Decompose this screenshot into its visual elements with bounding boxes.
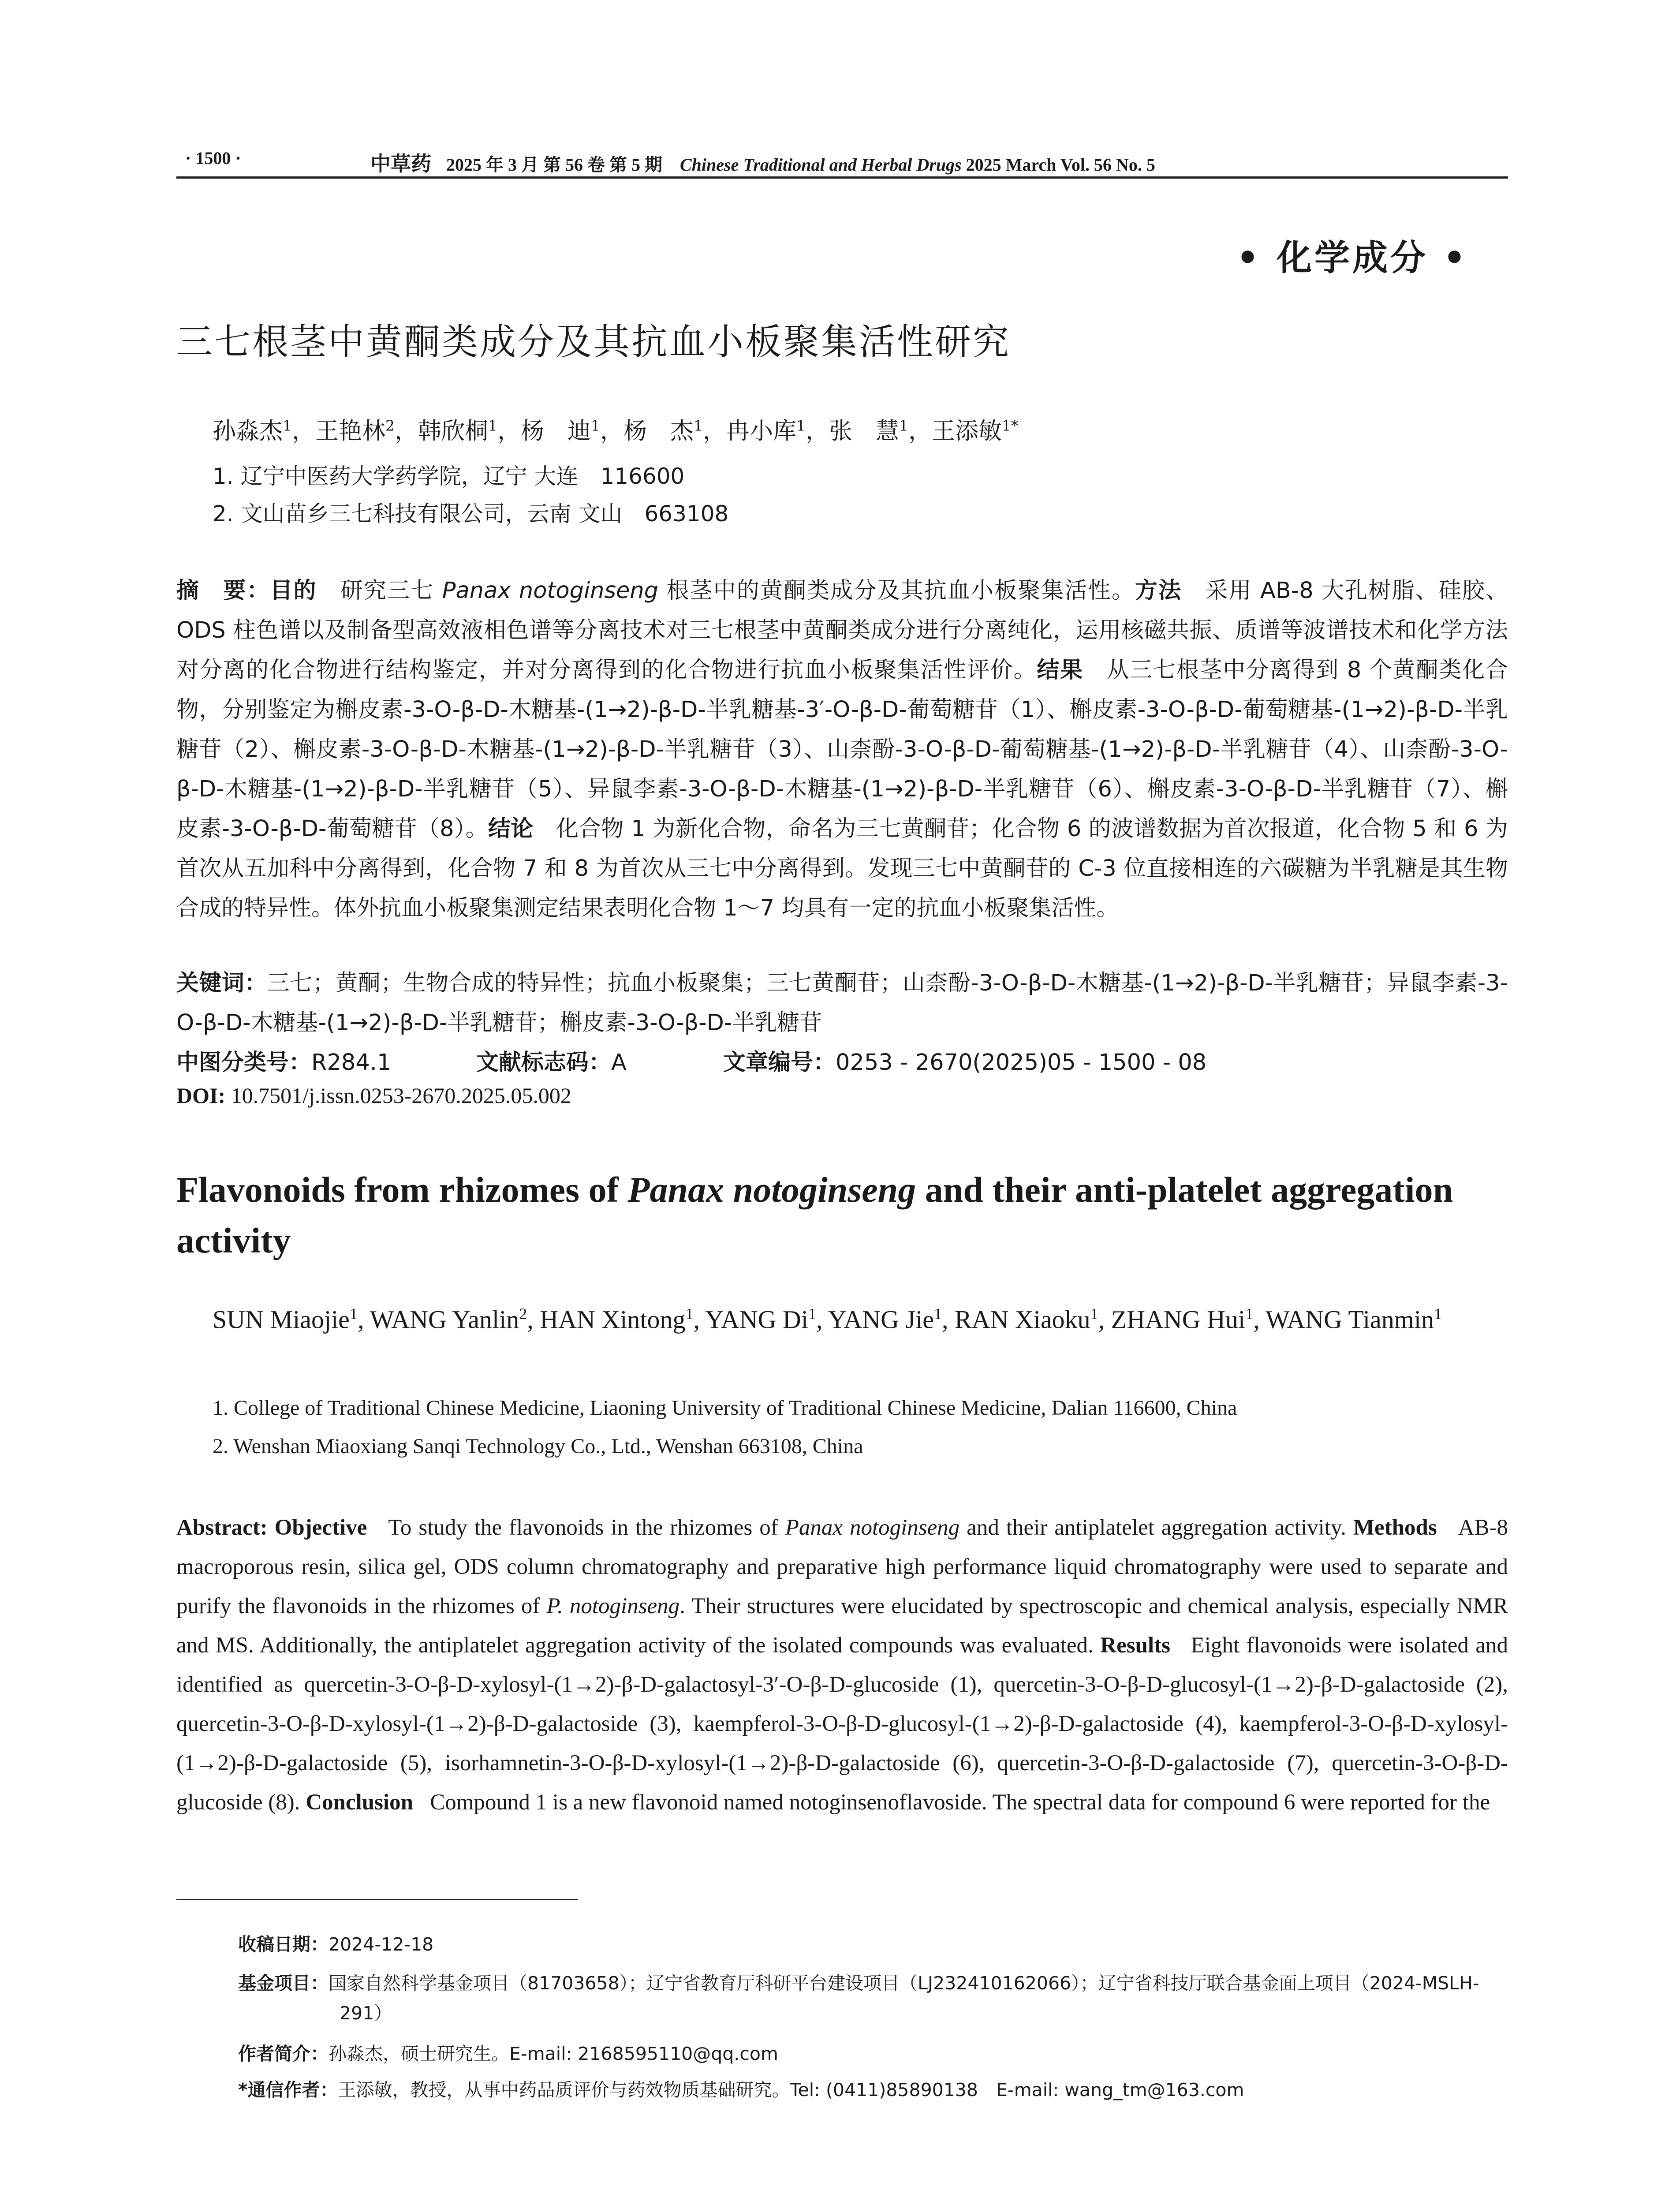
en-abstract <box>176 1508 1508 1822</box>
fn-text: 王添敏，教授，从事中药品质评价与药效物质基础研究。Tel: (0411)85890138 E-mail: wang_tm@163.com <box>338 2079 1244 2100</box>
author-affiliation-mark: 1 <box>591 417 600 434</box>
cn-methods-label: 方法 <box>1135 578 1182 604</box>
fn-label: 收稿日期： <box>238 1934 329 1955</box>
journal-name-en: Chinese Traditional and Herbal Drugs <box>680 155 962 175</box>
author-name: WANG Yanlin <box>370 1305 519 1334</box>
author-name: YANG Jie <box>828 1305 934 1334</box>
clc-value: R284.1 <box>311 1050 392 1076</box>
author-affiliation-mark: 1 <box>899 417 908 434</box>
cn-author-list: 孙淼杰$^1$，王艳林$^2$，韩欣桐$^1$，杨 迪$^1$，杨 杰$^1$，冉小库$^1$，张 慧$^1$，王添敏$^{1*}$ <box>213 417 1019 445</box>
doi-line <box>176 1083 571 1108</box>
en-objective-label: Objective <box>274 1515 367 1540</box>
author-name: 杨 杰 <box>623 418 694 445</box>
article-no-label: 文章编号： <box>723 1050 836 1076</box>
author-affiliation-mark: 1 <box>283 417 292 434</box>
cn-keywords <box>176 964 1508 1043</box>
en-objective-text: To study the flavonoids in the rhizomes of <box>388 1515 785 1540</box>
author-name: ZHANG Hui <box>1111 1305 1246 1334</box>
author-name: 冉小库 <box>726 418 796 445</box>
en-title-part-2: and their anti-platelet aggregation activity <box>176 1170 1453 1260</box>
author-name: 张 慧 <box>829 418 899 445</box>
en-objective-text-2: and their antiplatelet aggregation activity. <box>959 1515 1346 1540</box>
author-name: 王添敏 <box>932 418 1002 445</box>
author-affiliation-mark: 2 <box>385 417 395 434</box>
footnote-rule <box>176 1899 578 1900</box>
author-name: 王艳林 <box>315 418 385 445</box>
author-name: 杨 迪 <box>521 418 591 445</box>
cn-conclusion-text: 化合物 1 为新化合物，命名为三七黄酮苷；化合物 6 的波谱数据为首次报道，化合物 5 和 6 为首次从五加科中分离得到，化合物 7 和 8 为首次从三七中分离得到。发现三七中黄酮苷的 C-3 位直接相连的六碳糖为半乳糖是其生物合成的特异性。体外抗血小板聚集测定结果表明化合物 1～7 均具有一定的抗血小板聚集活性。 <box>176 816 1508 921</box>
clc-label: 中图分类号： <box>176 1050 312 1076</box>
footnote-author <box>238 2039 1508 2069</box>
section-label: • 化学成分 • <box>1236 237 1468 278</box>
author-affiliation-mark: 1 <box>1090 1305 1098 1323</box>
cn-abstract-label: 摘 要： <box>176 578 270 604</box>
en-title-species: Panax notoginseng <box>627 1170 916 1210</box>
cn-title: 三七根茎中黄酮类成分及其抗血小板聚集活性研究 <box>176 321 1011 363</box>
author-affiliation-mark: 1 <box>685 1305 694 1323</box>
header-rule <box>176 176 1508 179</box>
issue-en: 2025 March Vol. 56 No. 5 <box>966 155 1155 175</box>
cn-keywords-label: 关键词： <box>176 970 267 996</box>
author-affiliation-mark: 1 <box>796 417 806 434</box>
author-name: HAN Xintong <box>540 1305 686 1334</box>
fn-label: 基金项目： <box>238 1973 329 1994</box>
author-affiliation-mark: 1 <box>1434 1305 1442 1323</box>
author-affiliation-mark: 1 <box>349 1305 358 1323</box>
footnote-received <box>238 1929 1508 1959</box>
en-conclusion-text: Compound 1 is a new flavonoid named notoginsenoflavoside. The spectral data for compound 6 were reported for the <box>430 1790 1490 1815</box>
species-name: Panax notoginseng <box>442 578 659 604</box>
doi-value: 10.7501/j.issn.0253-2670.2025.05.002 <box>231 1083 571 1108</box>
en-methods-text: AB-8 macroporous resin, silica gel, ODS column chromatography and preparative high performance liquid chromatography were used to separate and purify the flavonoids in the rhizomes of <box>176 1515 1508 1618</box>
fn-text: 2024-12-18 <box>329 1934 434 1955</box>
author-affiliation-mark: 1 <box>933 1305 942 1323</box>
en-results-text: Eight flavonoids were isolated and identified as quercetin-3-O-β-D-xylosyl-(1→2)-β-D-galactosyl-3′-O-β-D-glucoside (1), quercetin-3-O-β-D-glucosyl-(1→2)-β-D-galactoside (2), quercetin-3-O-β-D-xylosyl-(1→2)-β-D-galactoside (3), kaempferol-3-O-β-D-glucosyl-(1→2)-β-D-galactoside (4), kaempferol-3-O-β-D-xylosyl-(1→2)-β-D-galactoside (5), isorhamnetin-3-O-β-D-xylosyl-(1→2)-β-D-galactoside (6), quercetin-3-O-β-D-galactoside (7), quercetin-3-O-β-D-glucoside (8). <box>176 1633 1508 1815</box>
doc-code-value: A <box>611 1050 627 1076</box>
en-species-abbrev: P. notoginseng <box>546 1594 680 1618</box>
en-conclusion-label: Conclusion <box>306 1790 413 1815</box>
doi-label: DOI: <box>176 1083 226 1108</box>
fn-label: *通信作者： <box>238 2079 338 2100</box>
en-species-name: Panax notoginseng <box>785 1515 960 1540</box>
issue-cn: 2025 年 3 月 第 56 卷 第 5 期 <box>446 155 662 175</box>
author-affiliation-mark: 1* <box>1002 417 1019 434</box>
cn-objective-text-2: 根茎中的黄酮类成分及其抗血小板聚集活性。 <box>658 578 1135 604</box>
en-affiliation-1: 1. College of Traditional Chinese Medicine, Liaoning University of Traditional Chinese Medicine, Dalian 116600, China <box>213 1396 1237 1420</box>
cn-affiliation-1: 1. 辽宁中医药大学药学院，辽宁 大连 116600 <box>213 463 685 489</box>
page-number: · 1500 · <box>185 148 241 168</box>
doc-code-label: 文献标志码： <box>476 1050 612 1076</box>
author-name: 孙淼杰 <box>213 418 283 445</box>
author-name: SUN Miaojie <box>213 1305 350 1334</box>
journal-line <box>370 148 1155 177</box>
cn-objective-label: 目的 <box>270 578 317 604</box>
author-affiliation-mark: 1 <box>694 417 703 434</box>
cn-results-label: 结果 <box>1037 657 1083 683</box>
footnote-corresponding <box>238 2075 1508 2105</box>
author-name: 韩欣桐 <box>418 418 488 445</box>
fn-text: 国家自然科学基金项目（81703658）；辽宁省教育厅科研平台建设项目（LJ232410162066）；辽宁省科技厅联合基金面上项目（2024-MSLH-291） <box>329 1973 1479 2024</box>
cn-affiliation-2: 2. 文山苗乡三七科技有限公司，云南 文山 663108 <box>213 501 729 527</box>
cn-keywords-text: 三七；黄酮；生物合成的特异性；抗血小板聚集；三七黄酮苷；山柰酚-3-O-β-D-木糖基-(1→2)-β-D-半乳糖苷；异鼠李素-3-O-β-D-木糖基-(1→2)-β-D-半乳糖苷；槲皮素-3-O-β-D-半乳糖苷 <box>176 970 1508 1036</box>
en-title <box>176 1164 1508 1266</box>
author-affiliation-mark: 1 <box>488 417 497 434</box>
en-results-label: Results <box>1100 1633 1170 1658</box>
author-affiliation-mark: 1 <box>1245 1305 1254 1323</box>
fn-label: 作者简介： <box>238 2043 329 2064</box>
article-no-value: 0253 - 2670(2025)05 - 1500 - 08 <box>836 1050 1207 1076</box>
cn-abstract <box>176 571 1508 928</box>
footnote-funding <box>238 1968 1508 2028</box>
en-affiliation-2: 2. Wenshan Miaoxiang Sanqi Technology Co., Ltd., Wenshan 663108, China <box>213 1435 863 1458</box>
fn-text: 孙淼杰，硕士研究生。E-mail: 2168595110@qq.com <box>329 2043 778 2064</box>
running-header <box>176 143 1508 179</box>
en-author-list: SUN Miaojie$^1$, WANG Yanlin$^2$, HAN Xintong$^1$, YANG Di$^1$, YANG Jie$^1$, RAN Xiaoku$^1$, ZHANG Hui$^1$, WANG Tianmin$^1$ <box>213 1305 1442 1334</box>
en-methods-label: Methods <box>1353 1515 1437 1540</box>
author-name: RAN Xiaoku <box>954 1305 1090 1334</box>
classification-line <box>176 1043 1508 1083</box>
cn-conclusion-label: 结论 <box>488 816 534 842</box>
cn-results-text: 从三七根茎中分离得到 8 个黄酮类化合物，分别鉴定为槲皮素-3-O-β-D-木糖基-(1→2)-β-D-半乳糖基-3′-O-β-D-葡萄糖苷（1）、槲皮素-3-O-β-D-葡萄糖基-(1→2)-β-D-半乳糖苷（2）、槲皮素-3-O-β-D-木糖基-(1→2)-β-D-半乳糖苷（3）、山柰酚-3-O-β-D-葡萄糖基-(1→2)-β-D-半乳糖苷（4）、山柰酚-3-O-β-D-木糖基-(1→2)-β-D-半乳糖苷（5）、异鼠李素-3-O-β-D-木糖基-(1→2)-β-D-半乳糖苷（6）、槲皮素-3-O-β-D-半乳糖苷（7）、槲皮素-3-O-β-D-葡萄糖苷（8）。 <box>176 657 1508 842</box>
journal-brand: 中草药 <box>370 152 431 176</box>
en-abstract-label: Abstract: <box>176 1515 268 1540</box>
cn-methods-text: 采用 AB-8 大孔树脂、硅胶、ODS 柱色谱以及制备型高效液相色谱等分离技术对三七根茎中黄酮类成分进行分离纯化，运用核磁共振、质谱等波谱技术和化学方法对分离的化合物进行结构鉴定，并对分离得到的化合物进行抗血小板聚集活性评价。 <box>176 578 1508 683</box>
en-methods-text-2: . Their structures were elucidated by spectroscopic and chemical analysis, especially NMR and MS. Additionally, the antiplatelet aggregation activity of the isolated compounds was evaluated. <box>176 1594 1508 1658</box>
author-affiliation-mark: 1 <box>808 1305 817 1323</box>
author-name: WANG Tianmin <box>1266 1305 1434 1334</box>
en-title-part-1: Flavonoids from rhizomes of <box>176 1170 628 1210</box>
author-name: YANG Di <box>705 1305 809 1334</box>
cn-objective-text: 研究三七 <box>317 578 442 604</box>
author-affiliation-mark: 2 <box>519 1305 527 1323</box>
